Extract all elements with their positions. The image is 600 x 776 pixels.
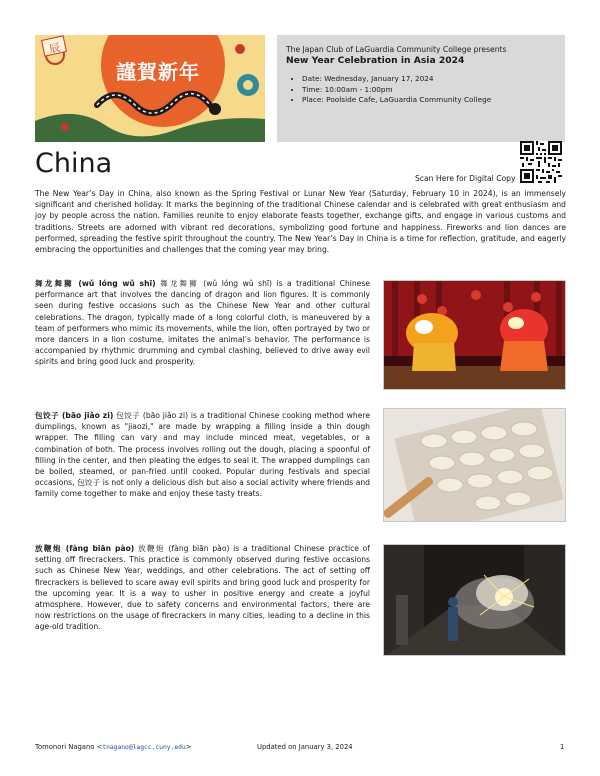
footer-author: Tomonori Nagano <tnagano@lagcc.cuny.edu>: [35, 743, 192, 751]
qr-code-icon: [520, 141, 562, 183]
scan-label: Scan Here for Digital Copy: [415, 174, 516, 183]
author-name: Tomonori Nagano: [35, 743, 95, 751]
firecrackers-photo: [383, 544, 566, 656]
qr-code[interactable]: [520, 141, 562, 183]
intro-paragraph: The New Year’s Day in China, also known as the Spring Festival or Lunar New Year (Saturday, February 10 in 2024), is an immensely significant and cherished holiday. It marks the beginning of the traditional Chinese calendar and is celebrated with great enthusiasm and joy by people across the nation. Families reunite to enjoy elaborate feasts together, exchange gifts, and engage in various customs and traditions. Streets are adorned with vibrant red decorations, symbolizing good fortune and happiness. Fireworks and lion dances are performed, spreading the festive spirit throughout the country. The New Year’s Day in China is a time for reflection, gratitude, and eagerly embracing the opportunities and challenges that the coming year may bring.: [35, 189, 566, 255]
author-email-link[interactable]: tnagano@lagcc.cuny.edu: [102, 744, 186, 751]
event-title: New Year Celebration in Asia 2024: [286, 55, 465, 66]
event-place: • Place: Poolside Cafe, LaGuardia Community College: [302, 95, 557, 106]
section-dragon-lion-dance: [35, 278, 370, 368]
presenter-line: The Japan Club of LaGuardia Community College presents: [286, 45, 507, 54]
section-dumplings: [35, 410, 370, 500]
new-year-banner-image: [35, 35, 265, 142]
page-title: China: [35, 148, 113, 179]
dumplings-photo: [383, 408, 566, 522]
banner-illustration: [35, 35, 265, 142]
section-body: 舞龙舞狮 (wǔ lóng wǔ shī) is a traditional Chinese performance art that involves the dancing of dragon and lion figures. It is commonly seen during festive occasions such as the Chinese New Year and other cultural celebrations. The dragon, typically made of a long colorful cloth, is maneuvered by a team of performers who mimic its movements, while the lion, often portrayed by two or more dancers in a lion costume, imitates the animal’s behavior. The performance is accompanied by rhythmic drumming and cymbal clashing, believed to drive away evil spirits and bring good luck and prosperity.: [35, 279, 370, 367]
section-firecrackers: [35, 543, 370, 633]
dumplings-illustration: [384, 409, 566, 522]
lion-dance-photo: [383, 280, 566, 390]
banner-calligraphy: 謹賀新年: [116, 60, 200, 84]
footer-updated: Updated on January 3, 2024: [257, 743, 353, 751]
event-details-list: [286, 74, 557, 106]
page-number: 1: [560, 743, 565, 751]
section-heading: 放鞭炮 (fàng biān pào): [35, 544, 135, 553]
event-date: • Date: Wednesday, January 17, 2024: [302, 74, 557, 85]
banner-small-character: 辰: [47, 40, 62, 56]
section-heading: 舞龙舞狮 (wǔ lóng wǔ shī): [35, 279, 156, 288]
event-time: • Time: 10:00am - 1:00pm: [302, 85, 557, 96]
section-heading: 包饺子 (bāo jiǎo zi): [35, 411, 114, 420]
lion-dance-illustration: [384, 281, 566, 390]
event-info-box: [277, 35, 565, 142]
firecrackers-illustration: [384, 545, 566, 656]
section-body: 放鞭炮 (fàng biān pào) is a traditional Chinese practice of setting off firecrackers. This practice is commonly observed during festive occasions such as Chinese New Year, weddings, and other celebrations. The act of setting off firecrackers is believed to scare away evil spirits and bring good luck and prosperity for the upcoming year. It is a way to usher in positive energy and create a joyful atmosphere. However, due to safety concerns and environmental factors, there are now restrictions on the usage of firecrackers in many cities, leading to a decline in this age-old tradition.: [35, 544, 370, 632]
section-body: 包饺子 (bāo jiǎo zi) is a traditional Chinese cooking method where dumplings, known as "jiaozi," are made by wrapping a filling inside a thin dough wrapper. The filling can vary and may include minced meat, vegetables, or a combination of both. The process involves rolling out the dough, placing a spoonful of filling in the center, and then pleating the edges to seal it. The wrapped dumplings can be boiled, steamed, or pan-fried until cooked. Popular during festivals and special occasions, 包饺子 is not only a delicious dish but also a social activity where friends and family come together to make and enjoy these tasty treats.: [35, 411, 370, 499]
